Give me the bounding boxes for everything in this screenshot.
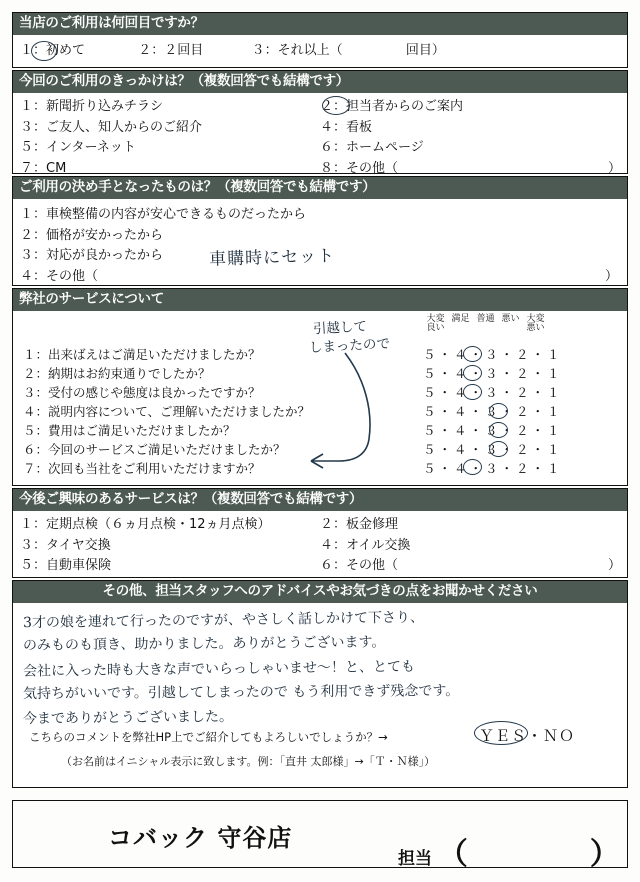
q4-header: 弊社のサービスについて — [13, 289, 627, 311]
q4-question-3: ３：受付の感じや態度は良かったですか？ — [23, 384, 261, 400]
scale-label-3-sub — [473, 324, 498, 333]
q3-option-3[interactable]: ３：対応が良かったから — [20, 248, 164, 264]
q3-option-2[interactable]: ２：価格が安かったから — [20, 227, 164, 243]
q5-header: 今後ご興味のあるサービスは？（複数回答でも結構です） — [13, 489, 627, 511]
q5-column-left — [20, 515, 320, 577]
q4-scale-5[interactable]: ５・４・３・２・１ — [423, 422, 563, 438]
q4-scale-4[interactable]: ５・４・３・２・１ — [423, 403, 563, 419]
staff-label — [398, 829, 620, 873]
q2-options — [13, 93, 627, 186]
q1-option-1[interactable]: １：初めて — [20, 42, 86, 58]
q2-option-5[interactable]: ５：インターネット — [20, 140, 136, 156]
q4-answer-mark-4 — [489, 403, 508, 419]
q5-option-4[interactable]: ４：オイル交換 — [320, 537, 411, 553]
q5-option-6[interactable]: ６：その他（ — [320, 558, 399, 574]
q1-selection-mark — [31, 41, 57, 61]
q3-option-4-close: ） — [605, 269, 619, 285]
shop-name: コバック 守谷店 — [108, 824, 293, 852]
q2-option-3[interactable]: ３：ご友人、知人からのご紹介 — [20, 119, 203, 135]
q4-question-1: １：出来ばえはご満足いただけましたか？ — [23, 346, 261, 362]
consent-selection-mark — [474, 721, 528, 745]
staff-label-text: 担当 — [398, 849, 432, 869]
scale-label-2-sub — [498, 324, 523, 333]
question-block-future-interest — [12, 488, 628, 578]
q4-pointer-arrow — [299, 349, 449, 474]
q4-question-7: ７：次回も当社をご利用いただけますか？ — [23, 460, 261, 476]
q5-option-1[interactable]: １：定期点検（６ヵ月点検・12ヵ月点検） — [20, 516, 271, 532]
scale-label-5: 大変 — [426, 314, 445, 324]
q4-answer-mark-1 — [463, 346, 482, 362]
q3-handwritten-answer: 車購時にセット — [208, 246, 336, 270]
scale-label-2: 悪い — [501, 314, 520, 324]
comment-line-5: 今までありがとうございました。 — [22, 709, 234, 728]
q4-scale-1[interactable]: ５・４・３・２・１ — [423, 346, 563, 362]
question-block-trigger — [12, 70, 628, 177]
q4-scale-header — [423, 315, 548, 334]
q4-answer-mark-7 — [463, 459, 482, 475]
comment-line-2: のみものも頂き、助かりました。ありがとうございます。 — [22, 634, 386, 654]
q4-question-5: ５：費用はご満足いただけましたか？ — [23, 422, 236, 438]
q1-options — [13, 35, 627, 68]
question-block-visit-count — [12, 12, 628, 68]
staff-close-paren: ） — [589, 837, 620, 872]
q2-header: 今回のご利用のきっかけは？（複数回答でも結構です） — [13, 71, 627, 93]
q5-option-5[interactable]: ５：自動車保険 — [20, 558, 112, 574]
q2-option-8-close: ） — [608, 161, 622, 177]
comment-line-4: 気持ちがいいです。引越してしまったので もう利用できず残念です。 — [22, 682, 460, 702]
question-block-decider — [12, 176, 628, 286]
q2-selection-mark — [322, 96, 350, 115]
scale-label-5-sub: 良い — [426, 323, 445, 334]
q4-answer-mark-5 — [489, 422, 508, 438]
q5-column-right — [320, 515, 620, 577]
q5-option-3[interactable]: ３：タイヤ交換 — [20, 537, 111, 553]
q4-scale-2[interactable]: ５・４・３・２・１ — [423, 365, 563, 381]
staff-open-paren: （ — [437, 837, 468, 872]
comment-handwritten-area[interactable] — [23, 609, 619, 726]
q2-option-6[interactable]: ６：ホームページ — [320, 140, 424, 156]
scale-label-3: 普通 — [476, 314, 495, 324]
q4-question-2: ２：納期はお約束通りでしたか？ — [23, 365, 211, 381]
q1-option-2[interactable]: ２：２回目 — [138, 42, 204, 58]
q4-scale-7[interactable]: ５・４・３・２・１ — [423, 460, 563, 476]
q1-header: 当店のご利用は何回目ですか？ — [13, 13, 627, 35]
q5-option-6-close: ） — [608, 558, 622, 574]
q4-question-6: ６：今回のサービスご満足いただけましたか？ — [23, 441, 286, 457]
q2-option-2[interactable]: ２：担当者からのご案内 — [320, 98, 464, 114]
q1-option-3-unit: 回目） — [405, 42, 445, 58]
q4-question-4: ４：説明内容について、ご理解いただけましたか？ — [23, 403, 311, 419]
comment-line-3: 会社に入った時も大きな声でいらっしゃいませ～！と、とても — [22, 658, 416, 680]
q2-column-right — [320, 97, 620, 180]
q3-header: ご利用の決め手となったものは？（複数回答でも結構です） — [13, 177, 627, 199]
initial-note: （お名前はイニシャル表示に致します。例：「直井 太郎様」→「Ｔ・Ｎ様」） — [61, 755, 436, 768]
comment-block — [12, 580, 628, 788]
q4-handwritten-note-line2: しまったので — [308, 335, 391, 357]
q5-options — [13, 511, 627, 583]
question-block-service-rating — [12, 288, 628, 486]
consent-options[interactable]: ＹＥＳ・ＮＯ — [479, 727, 576, 745]
q1-option-3[interactable]: ３：それ以上（ — [251, 42, 343, 58]
q2-column-left — [20, 97, 320, 180]
q3-option-4[interactable]: ４：その他（ — [20, 269, 99, 285]
q4-answer-mark-2 — [463, 365, 482, 381]
q4-scale-3[interactable]: ５・４・３・２・１ — [423, 384, 563, 400]
comment-header: その他、担当スタッフへのアドバイスやお気づきの点をお聞かせください — [13, 581, 627, 603]
scale-label-1: 大変 — [526, 314, 545, 324]
q4-answer-mark-3 — [463, 384, 482, 400]
q4-answer-mark-6 — [489, 441, 508, 457]
scale-label-4-sub — [448, 324, 473, 333]
q2-option-1[interactable]: １：新聞折り込みチラシ — [20, 98, 164, 114]
q5-option-2[interactable]: ２：板金修理 — [320, 516, 399, 532]
scale-label-4: 満足 — [451, 314, 470, 324]
footer-shop-block — [12, 800, 628, 872]
q2-option-4[interactable]: ４：看板 — [320, 119, 373, 135]
comment-line-1: 3才の娘を連れて行ったのですが、やさしく話しかけて下さり、 — [22, 609, 425, 632]
scale-label-1-sub: 悪い — [526, 323, 545, 334]
q2-option-8[interactable]: ８：その他（ — [320, 161, 399, 177]
q3-option-1[interactable]: １：車検整備の内容が安心できるものだったから — [20, 206, 307, 222]
q2-option-7[interactable]: ７：CM — [20, 161, 67, 177]
q4-scale-6[interactable]: ５・４・３・２・１ — [423, 441, 563, 457]
consent-question: こちらのコメントを弊社HP上でご紹介してもよろしいでしょうか？→ — [29, 730, 388, 744]
q4-handwritten-note-line1: 引越して — [312, 318, 368, 338]
